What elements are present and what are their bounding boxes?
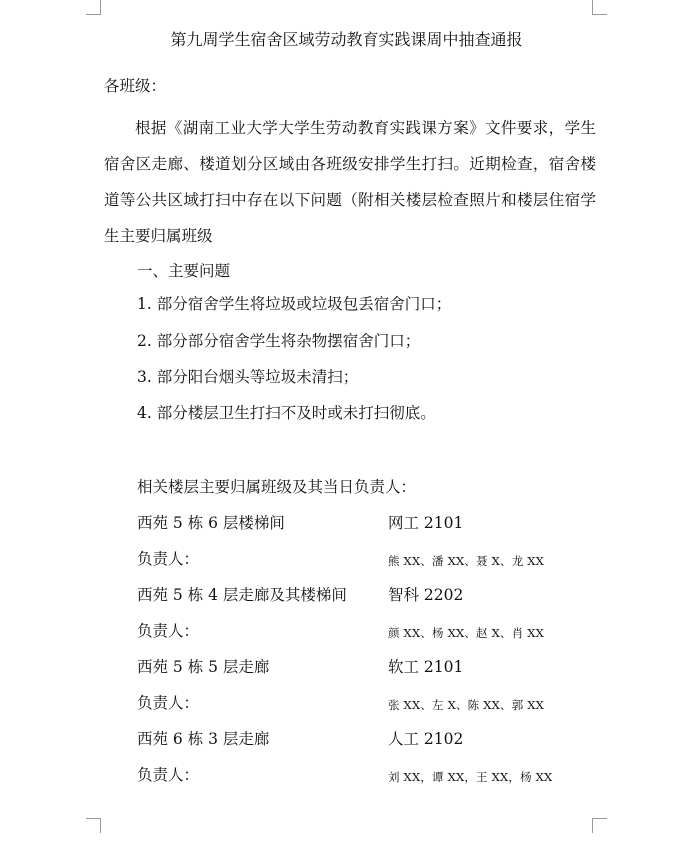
- responsible-persons: 熊 XX、潘 XX、聂 X、龙 XX: [388, 554, 545, 568]
- issue-item: 2. 部分部分宿舍学生将杂物摆宿舍门口；: [137, 332, 421, 350]
- responsible-label: 负责人：: [137, 694, 200, 712]
- assignment-area: 西苑 6 栋 3 层走廊: [137, 730, 270, 748]
- assignment-area: 西苑 5 栋 4 层走廊及其楼梯间: [137, 586, 347, 604]
- assignment-class: 软工 2101: [388, 658, 464, 676]
- assignment-heading: 相关楼层主要归属班级及其当日负责人：: [137, 478, 417, 496]
- assignment-class: 智科 2202: [388, 586, 464, 604]
- crop-mark-top-right: [592, 0, 607, 15]
- assignment-area: 西苑 5 栋 5 层走廊: [137, 658, 270, 676]
- responsible-label: 负责人：: [137, 550, 200, 568]
- issue-item: 3. 部分阳台烟头等垃圾未清扫；: [137, 368, 359, 386]
- responsible-persons: 张 XX、左 X、陈 XX、郭 XX: [388, 698, 545, 712]
- crop-mark-bottom-left: [86, 818, 101, 833]
- responsible-persons: 颜 XX、杨 XX、赵 X、肖 XX: [388, 626, 545, 640]
- responsible-label: 负责人：: [137, 622, 200, 640]
- crop-mark-bottom-right: [592, 818, 607, 833]
- issue-item: 1. 部分宿舍学生将垃圾或垃圾包丢宿舍门口；: [137, 295, 452, 313]
- salutation: 各班级：: [104, 77, 167, 95]
- issue-item: 4. 部分楼层卫生打扫不及时或未打扫彻底。: [137, 404, 436, 422]
- assignment-class: 网工 2101: [388, 514, 464, 532]
- document-title: 第九周学生宿舍区域劳动教育实践课周中抽查通报: [170, 30, 523, 49]
- crop-mark-top-left: [86, 0, 101, 15]
- responsible-label: 负责人：: [137, 766, 200, 784]
- assignment-class: 人工 2102: [388, 730, 464, 748]
- issues-heading: 一、主要问题: [137, 262, 231, 280]
- assignment-area: 西苑 5 栋 6 层楼梯间: [137, 514, 285, 532]
- responsible-persons: 刘 XX，谭 XX，王 XX，杨 XX: [388, 770, 553, 784]
- body-paragraph: 根据《湖南工业大学大学生劳动教育实践课方案》文件要求，学生宿舍区走廊、楼道划分区域由各班级安排学生打扫。近期检查，宿舍楼道等公共区域打扫中存在以下问题（附相关楼层检查照片和楼层住宿学生主要归属班级: [104, 119, 596, 245]
